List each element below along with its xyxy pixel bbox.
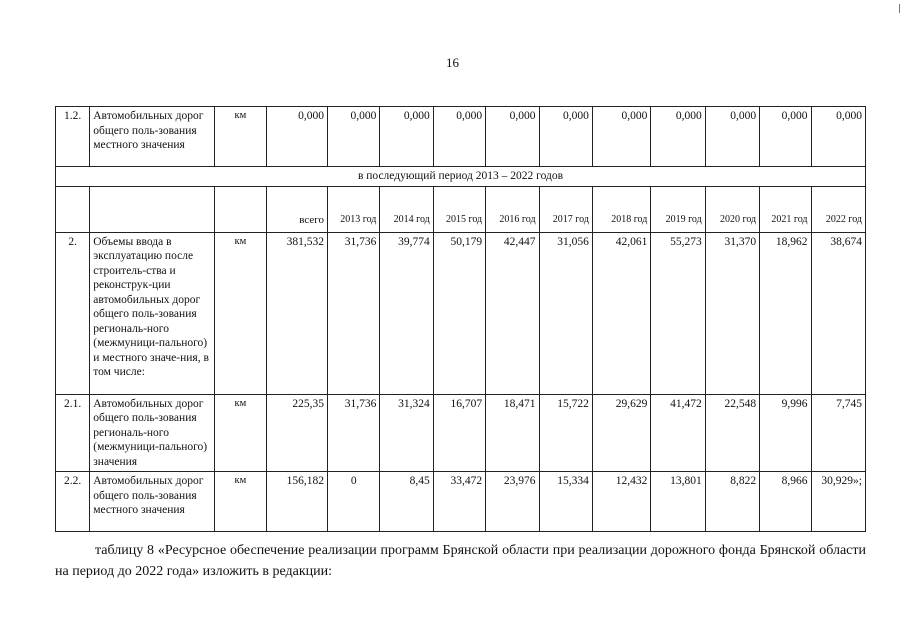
cell-2015: 0,000 <box>433 107 485 167</box>
cell-2013: 31,736 <box>328 394 380 472</box>
header-year: 2019 год <box>651 186 705 232</box>
body-paragraph: таблицу 8 «Ресурсное обеспечение реализации программ Брянской области при реализации дорожного фонда Брянской области на период до 2022 года» изложить в редакции: <box>55 543 866 579</box>
cell-2017: 0,000 <box>539 107 592 167</box>
cell-2021: 9,996 <box>760 394 811 472</box>
row-unit: км <box>215 107 266 167</box>
row-unit: км <box>215 232 266 394</box>
header-empty-num <box>56 186 90 232</box>
cell-total: 156,182 <box>266 472 327 532</box>
table-row <box>56 107 866 167</box>
scan-edge-mark <box>899 4 900 13</box>
cell-2022: 38,674 <box>811 232 866 394</box>
cell-2017: 15,722 <box>539 394 592 472</box>
header-year: 2016 год <box>486 186 539 232</box>
road-commissioning-table <box>55 106 866 532</box>
cell-2013: 31,736 <box>328 232 380 394</box>
cell-2019: 41,472 <box>651 394 705 472</box>
cell-2016: 23,976 <box>486 472 539 532</box>
header-year: 2020 год <box>705 186 759 232</box>
row-name: Автомобильных дорог общего поль-зования региональ-ного (межмуници-пального) значения <box>90 394 215 472</box>
cell-2018: 12,432 <box>592 472 650 532</box>
cell-2017: 31,056 <box>539 232 592 394</box>
cell-total: 225,35 <box>266 394 327 472</box>
cell-2021: 8,966 <box>760 472 811 532</box>
cell-2020: 8,822 <box>705 472 759 532</box>
header-year: 2021 год <box>760 186 811 232</box>
row-unit: км <box>215 472 266 532</box>
cell-2015: 33,472 <box>433 472 485 532</box>
row-unit: км <box>215 394 266 472</box>
cell-2022: 30,929»; <box>811 472 866 532</box>
cell-2019: 13,801 <box>651 472 705 532</box>
header-total: всего <box>266 186 327 232</box>
header-year: 2018 год <box>592 186 650 232</box>
header-year: 2014 год <box>380 186 433 232</box>
cell-2022: 7,745 <box>811 394 866 472</box>
table-row <box>56 472 866 532</box>
cell-2018: 42,061 <box>592 232 650 394</box>
cell-2022: 0,000 <box>811 107 866 167</box>
cell-2014: 31,324 <box>380 394 433 472</box>
table-row <box>56 394 866 472</box>
period-row <box>56 167 866 187</box>
cell-2015: 16,707 <box>433 394 485 472</box>
cell-2014: 0,000 <box>380 107 433 167</box>
cell-2017: 15,334 <box>539 472 592 532</box>
row-number: 1.2. <box>56 107 90 167</box>
cell-2018: 29,629 <box>592 394 650 472</box>
cell-2014: 39,774 <box>380 232 433 394</box>
header-row <box>56 186 866 232</box>
cell-2016: 18,471 <box>486 394 539 472</box>
table-row <box>56 232 866 394</box>
header-empty-unit <box>215 186 266 232</box>
cell-2015: 50,179 <box>433 232 485 394</box>
row-number: 2.1. <box>56 394 90 472</box>
cell-2018: 0,000 <box>592 107 650 167</box>
row-name: Объемы ввода в эксплуатацию после строитель-ства и реконструк-ции автомобильных дорог общего поль-зования региональ-ного (межмуници-пального) и местного значе-ния, в том числе: <box>90 232 215 394</box>
header-year: 2015 год <box>433 186 485 232</box>
cell-2013: 0,000 <box>328 107 380 167</box>
cell-2021: 0,000 <box>760 107 811 167</box>
cell-2016: 0,000 <box>486 107 539 167</box>
cell-2021: 18,962 <box>760 232 811 394</box>
cell-2019: 0,000 <box>651 107 705 167</box>
cell-total: 381,532 <box>266 232 327 394</box>
header-year: 2013 год <box>328 186 380 232</box>
cell-2014: 8,45 <box>380 472 433 532</box>
header-empty-name <box>90 186 215 232</box>
row-number: 2.2. <box>56 472 90 532</box>
header-year: 2017 год <box>539 186 592 232</box>
page-number: 16 <box>446 55 459 70</box>
row-number: 2. <box>56 232 90 394</box>
header-year: 2022 год <box>811 186 866 232</box>
row-name: Автомобильных дорог общего поль-зования местного значения <box>90 472 215 532</box>
cell-2020: 0,000 <box>705 107 759 167</box>
cell-2013: 0 <box>328 472 380 532</box>
period-label: в последующий период 2013 – 2022 годов <box>56 167 866 187</box>
cell-2019: 55,273 <box>651 232 705 394</box>
cell-2020: 31,370 <box>705 232 759 394</box>
row-name: Автомобильных дорог общего поль-зования местного значения <box>90 107 215 167</box>
cell-2016: 42,447 <box>486 232 539 394</box>
cell-2020: 22,548 <box>705 394 759 472</box>
cell-total: 0,000 <box>266 107 327 167</box>
